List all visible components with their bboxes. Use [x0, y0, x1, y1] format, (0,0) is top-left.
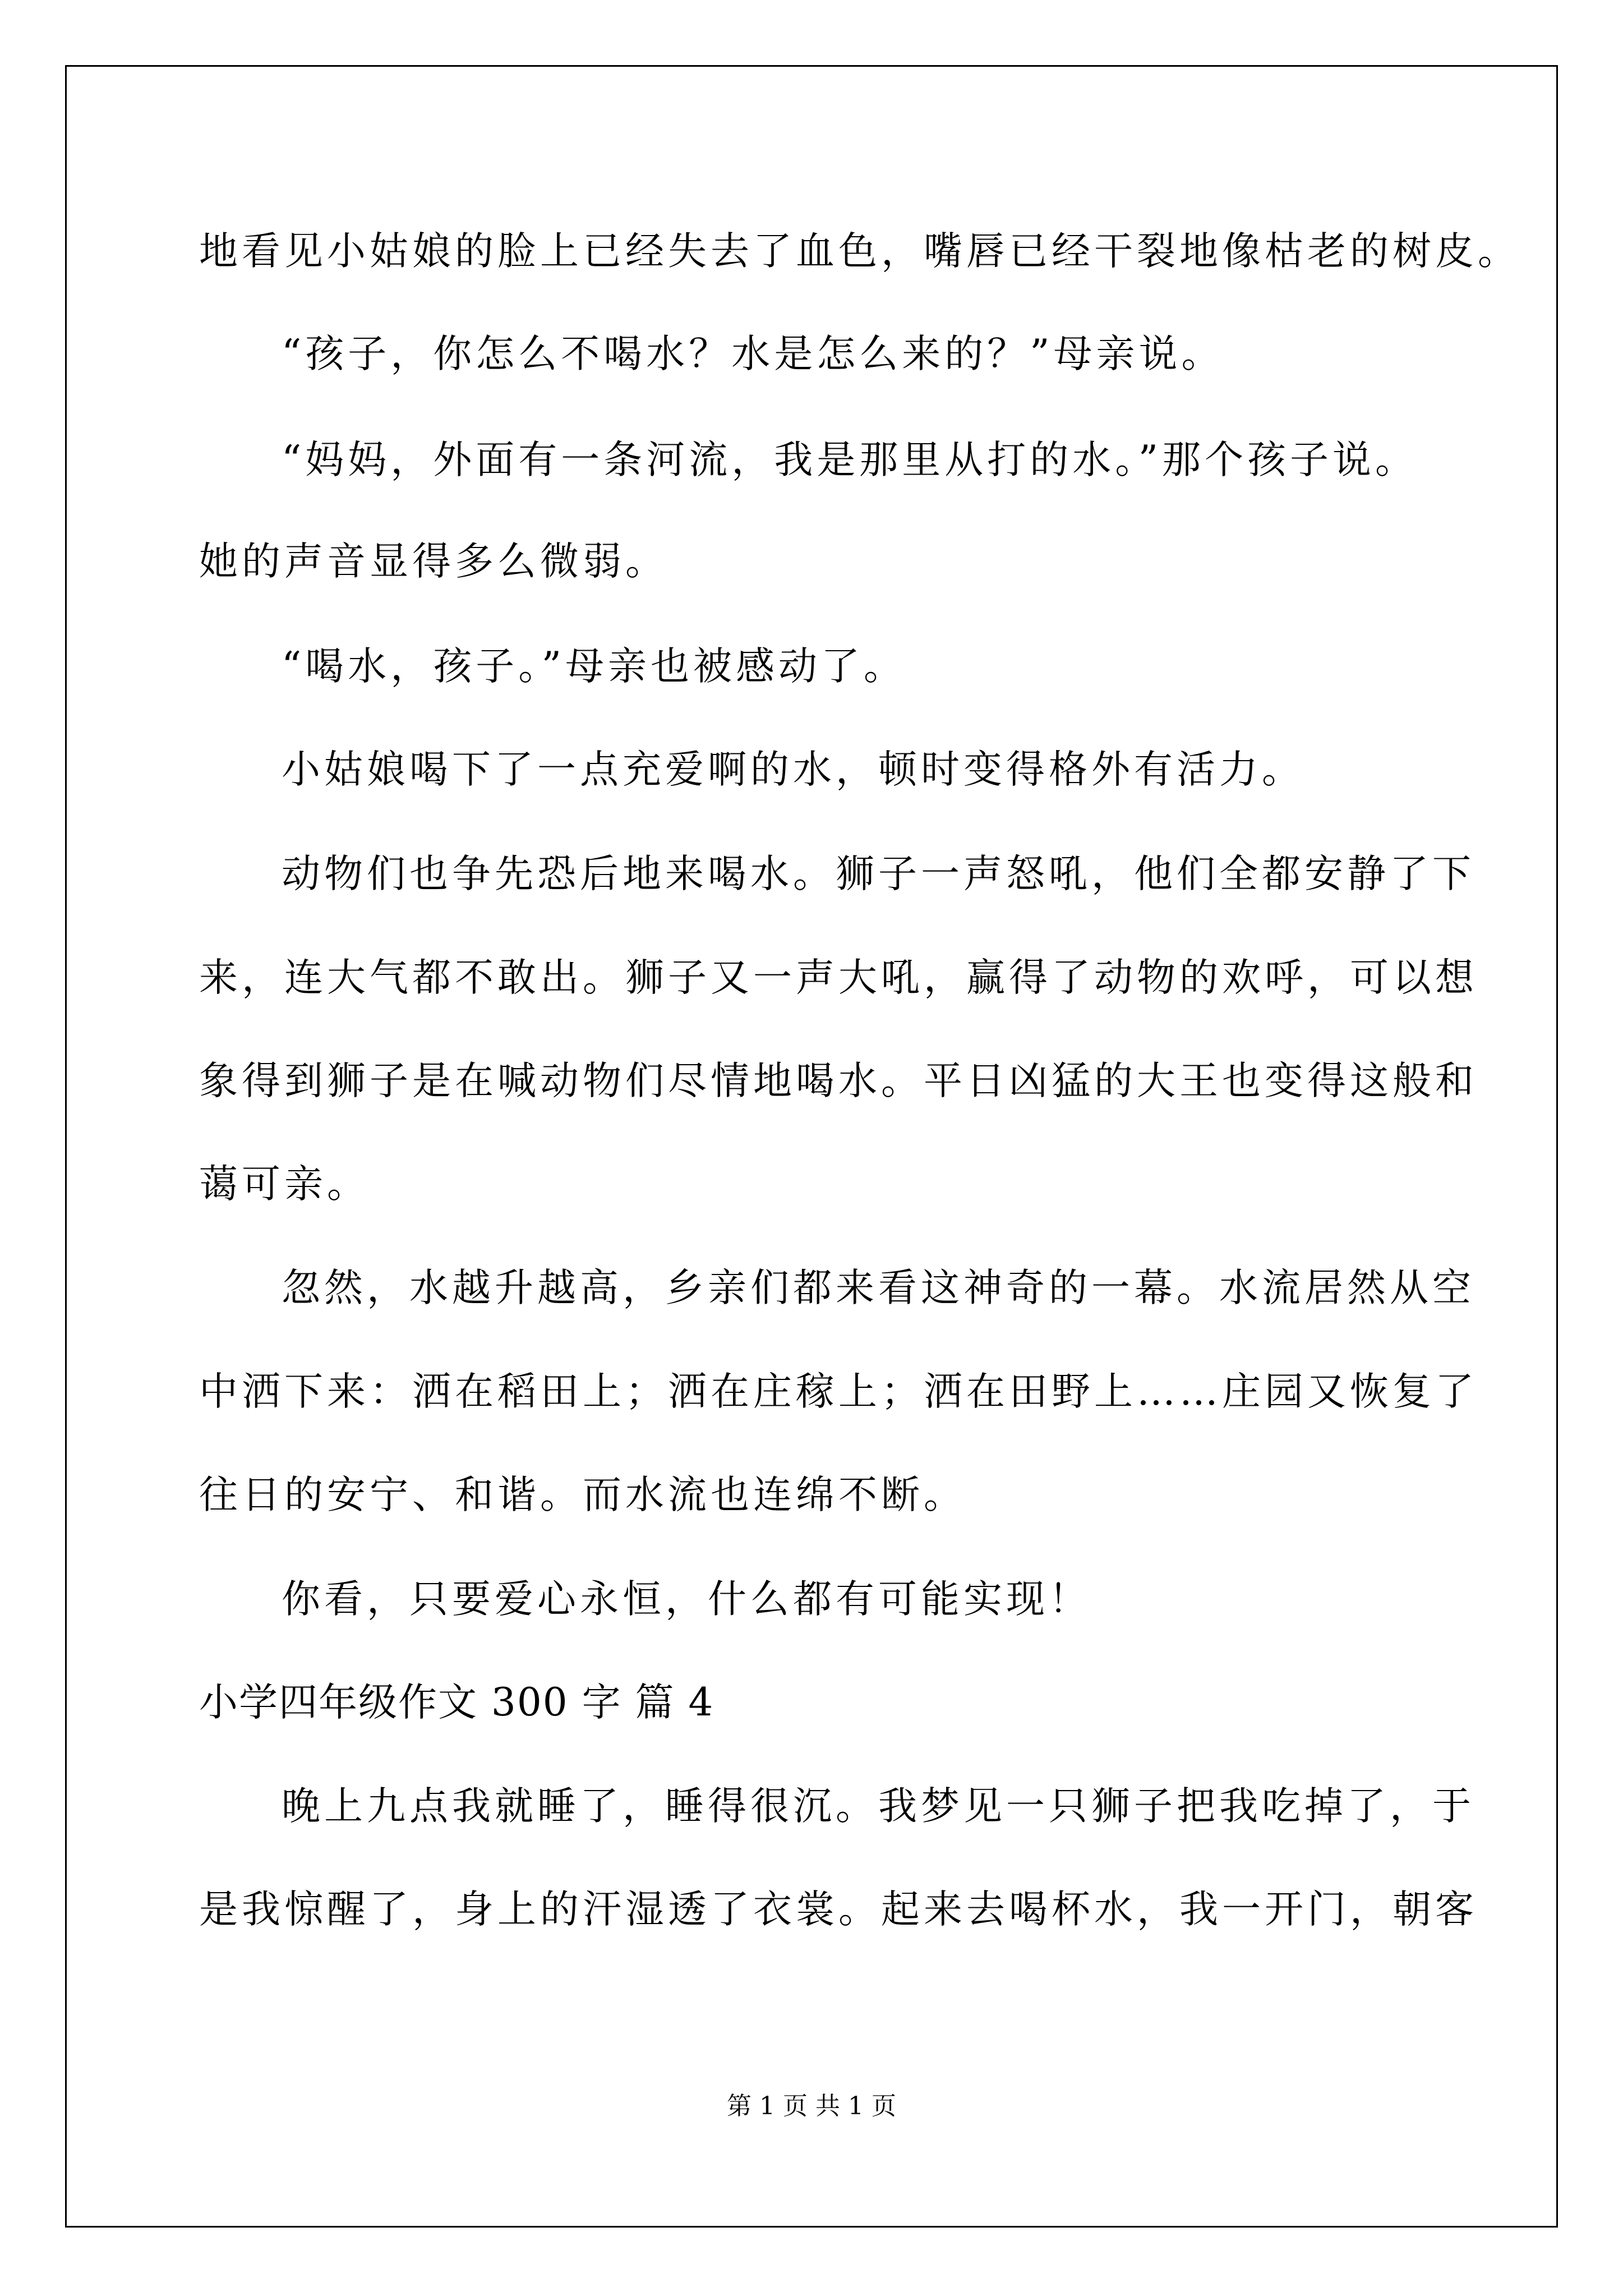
text-line-7: 动物们也争先恐后地来喝水。狮子一声怒吼，他们全都安静了下	[282, 852, 1475, 896]
text-line-1: 地看见小姑娘的脸上已经失去了血色，嘴唇已经干裂地像枯老的树皮。	[199, 229, 1520, 274]
text-line-5: “喝水，孩子。”母亲也被感动了。	[282, 644, 907, 689]
text-line-11: 忽然，水越升越高，乡亲们都来看这神奇的一幕。水流居然从空	[282, 1266, 1475, 1310]
text-line-13: 往日的安宁、和谐。而水流也连绵不断。	[199, 1473, 966, 1517]
text-line-6: 小姑娘喝下了一点充爱啊的水，顿时变得格外有活力。	[282, 747, 1304, 792]
text-line-16: 晚上九点我就睡了，睡得很沉。我梦见一只狮子把我吃掉了，于	[282, 1784, 1475, 1829]
section-heading: 小学四年级作文 300 字 篇 4	[199, 1680, 714, 1725]
text-line-4: 她的声音显得多么微弱。	[199, 539, 668, 584]
text-line-12: 中洒下来：洒在稻田上；洒在庄稼上；洒在田野上……庄园又恢复了	[199, 1369, 1478, 1414]
text-line-10: 蔼可亲。	[199, 1162, 370, 1207]
text-line-14: 你看，只要爱心永恒，什么都有可能实现！	[282, 1577, 1091, 1622]
page-footer: 第 1 页 共 1 页	[727, 2092, 896, 2120]
text-line-17: 是我惊醒了，身上的汗湿透了衣裳。起来去喝杯水，我一开门，朝客	[199, 1887, 1478, 1932]
text-line-3: “妈妈，外面有一条河流，我是那里从打的水。”那个孩子说。	[282, 438, 1418, 482]
text-line-9: 象得到狮子是在喊动物们尽情地喝水。平日凶猛的大王也变得这般和	[199, 1059, 1478, 1103]
text-line-8: 来，连大气都不敢出。狮子又一声大吼，赢得了动物的欢呼，可以想	[199, 955, 1478, 1000]
text-line-2: “孩子，你怎么不喝水？水是怎么来的？”母亲说。	[282, 332, 1224, 376]
